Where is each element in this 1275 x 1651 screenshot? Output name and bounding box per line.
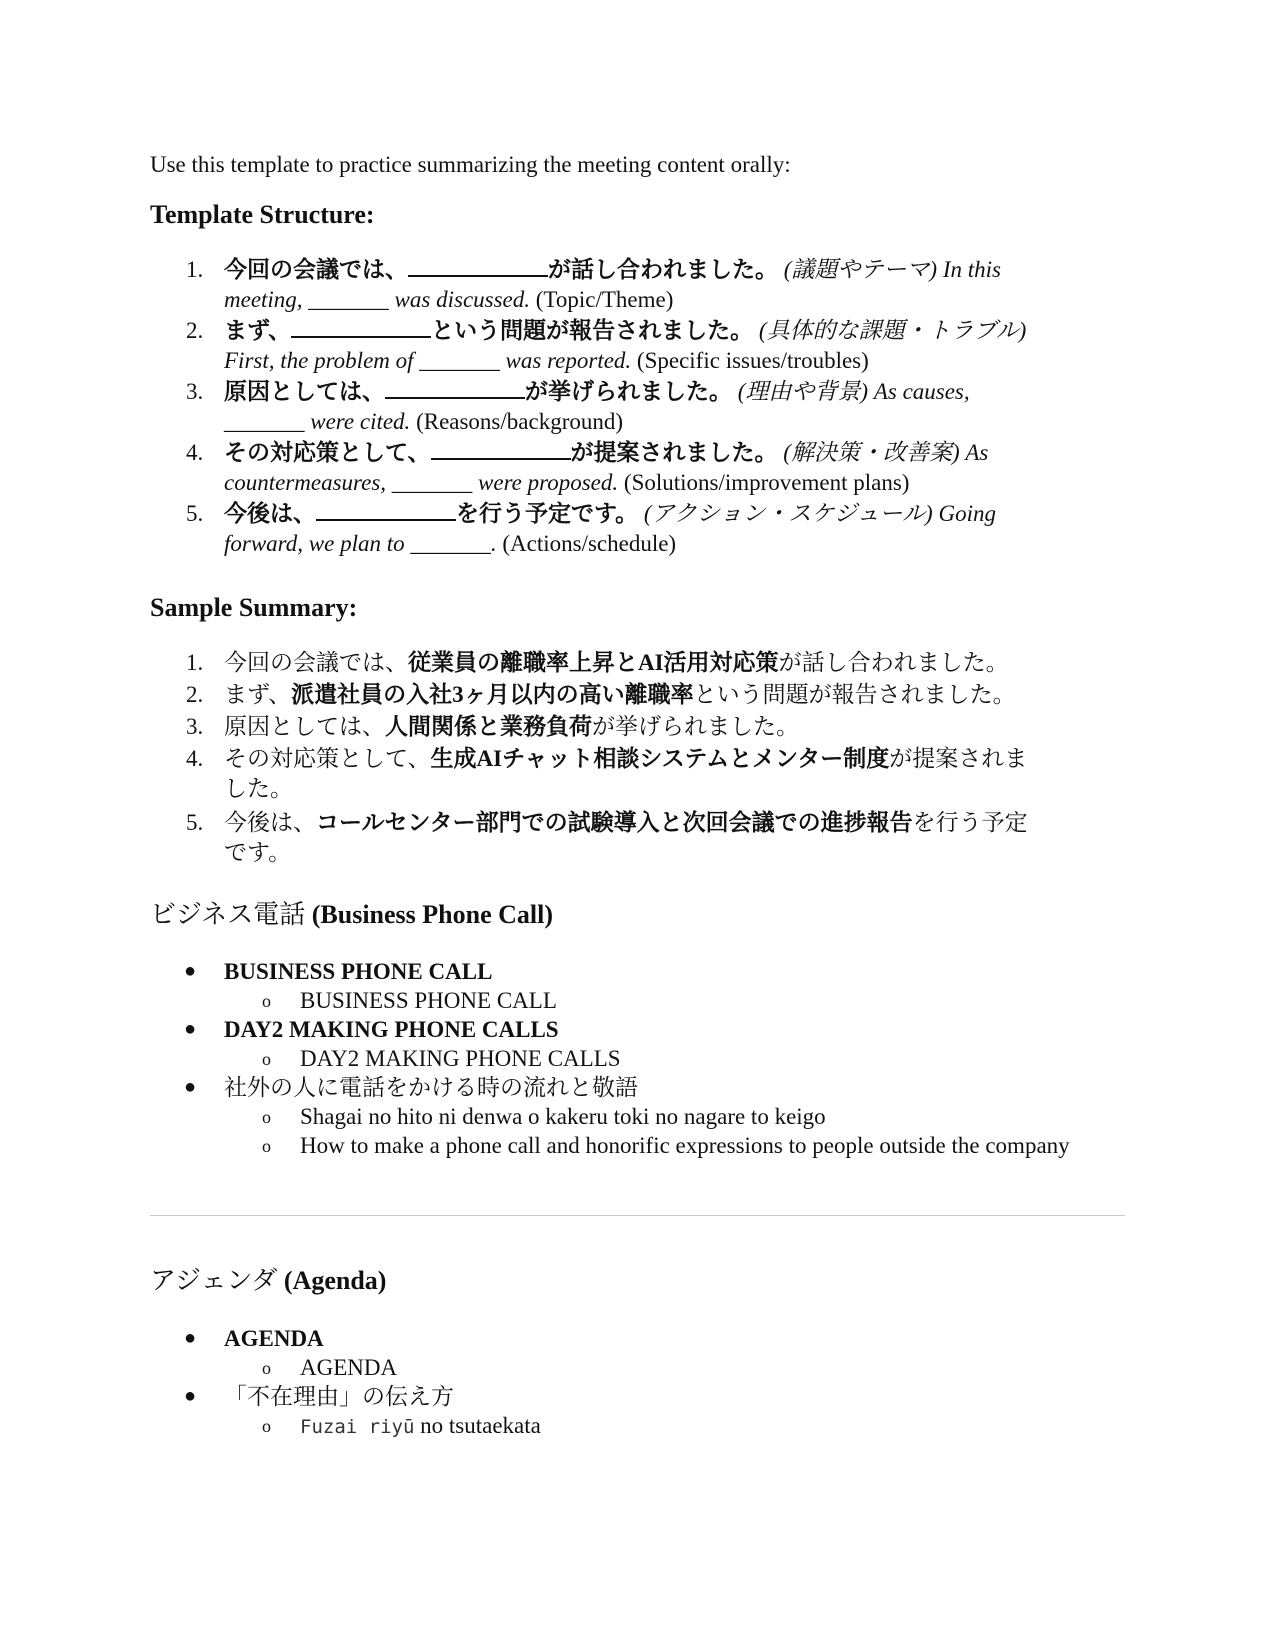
fill-blank bbox=[408, 255, 548, 277]
phone-heading: ビジネス電話 (Business Phone Call) bbox=[150, 900, 553, 929]
circle-bullet-icon: o bbox=[262, 991, 271, 1011]
list-item: 5. 今後は、 を行う予定です。 (アクション・スケジュール) Going forward, we plan to _______. (Actions/schedule) bbox=[186, 501, 996, 556]
bullet-icon: ● bbox=[184, 960, 197, 982]
bullet-icon: ● bbox=[184, 1327, 197, 1349]
bullet-icon: ● bbox=[184, 1018, 197, 1040]
list-item: ● DAY2 MAKING PHONE CALLS bbox=[184, 1017, 559, 1042]
circle-bullet-icon: o bbox=[262, 1416, 271, 1436]
circle-bullet-icon: o bbox=[262, 1136, 271, 1156]
bullet-icon: ● bbox=[184, 1076, 197, 1098]
template-list bbox=[150, 255, 1050, 560]
list-item: ● AGENDA bbox=[184, 1326, 324, 1351]
sample-list bbox=[150, 648, 1050, 872]
list-item: 3. 原因としては、人間関係と業務負荷が挙げられました。 bbox=[186, 714, 799, 739]
bullet-icon: ● bbox=[184, 1385, 197, 1407]
circle-bullet-icon: o bbox=[262, 1049, 271, 1069]
list-item: 4. その対応策として、 が提案されました。 (解決策・改善案) As countermeasures, _______ were proposed. (Solutions/improvement plans) bbox=[186, 440, 989, 495]
list-subitem: o BUSINESS PHONE CALL bbox=[150, 986, 1125, 1015]
list-item: ● BUSINESS PHONE CALL bbox=[184, 959, 493, 984]
section-divider bbox=[150, 1215, 1125, 1216]
list-subitem: o Fuzai riyū no tsutaekata bbox=[150, 1411, 1125, 1442]
list-item: 4. その対応策として、生成AIチャット相談システムとメンター制度が提案されました。 bbox=[186, 746, 1028, 801]
fill-blank bbox=[291, 316, 431, 338]
phone-list bbox=[150, 957, 1125, 1160]
fill-blank bbox=[385, 377, 525, 399]
list-item: ● 「不在理由」の伝え方 bbox=[184, 1384, 454, 1409]
agenda-heading: アジェンダ (Agenda) bbox=[150, 1266, 387, 1295]
list-subitem: o AGENDA bbox=[150, 1353, 1125, 1382]
list-subitem: o How to make a phone call and honorific expressions to people outside the company bbox=[150, 1131, 1080, 1160]
list-item: 2. まず、派遣社員の入社3ヶ月以内の高い離職率という問題が報告されました。 bbox=[186, 682, 1016, 707]
template-heading: Template Structure: bbox=[150, 200, 375, 229]
circle-bullet-icon: o bbox=[262, 1358, 271, 1378]
sample-heading: Sample Summary: bbox=[150, 593, 358, 622]
list-item: 3. 原因としては、 が挙げられました。 (理由や背景) As causes, _______ were cited. (Reasons/background) bbox=[186, 379, 970, 434]
fill-blank bbox=[316, 499, 456, 521]
list-item: 1. 今回の会議では、 が話し合われました。 (議題やテーマ) In this meeting, _______ was discussed. (Topic/Theme) bbox=[186, 257, 1001, 312]
fill-blank bbox=[431, 438, 571, 460]
list-subitem: o Shagai no hito ni denwa o kakeru toki no nagare to keigo bbox=[150, 1102, 1125, 1131]
list-subitem: o DAY2 MAKING PHONE CALLS bbox=[150, 1044, 1125, 1073]
list-item: ● 社外の人に電話をかける時の流れと敬語 bbox=[184, 1075, 638, 1100]
list-item: 1. 今回の会議では、従業員の離職率上昇とAI活用対応策が話し合われました。 bbox=[186, 650, 1009, 675]
list-item: 2. まず、 という問題が報告されました。 (具体的な課題・トラブル) First, the problem of _______ was reported. (Specific issues/troubles) bbox=[186, 318, 1027, 373]
intro-text: Use this template to practice summarizing the meeting content orally: bbox=[150, 152, 791, 177]
list-item: 5. 今後は、コールセンター部門での試験導入と次回会議での進捗報告を行う予定です。 bbox=[186, 810, 1028, 865]
agenda-list bbox=[150, 1324, 1125, 1442]
circle-bullet-icon: o bbox=[262, 1107, 271, 1127]
